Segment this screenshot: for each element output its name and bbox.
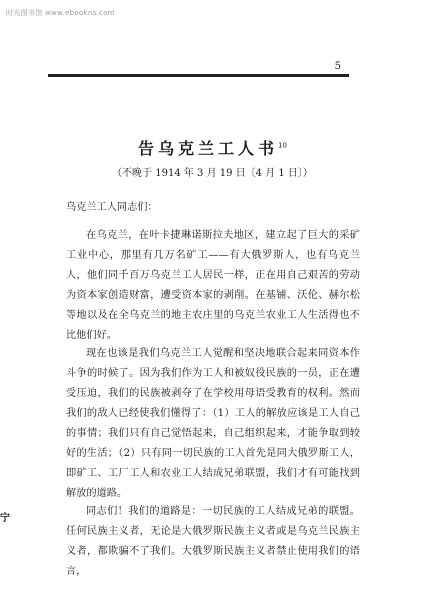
page-number: 5: [334, 61, 341, 72]
footnote-ref: 10: [278, 141, 287, 150]
paragraph-1: 在乌克兰，在叶卡捷琳诺斯拉夫地区，建立起了巨大的采矿工业中心，那里有几万名矿工——有大俄罗斯人，也有乌克兰人，他们同千百万乌克兰工人居民一样，正在用自己艰苦的劳动为资本家创造财富，遭受资本家的剥削。在基铺、沃伦、赫尔松等地以及在全乌克兰的地主农庄里的乌克兰农业工人生活得也不比他们好。: [66, 230, 360, 341]
edge-mark: 宁: [0, 513, 10, 524]
watermark: 时光图书馆 www.ebookns.com: [6, 9, 115, 17]
salutation: 乌克兰工人同志们：: [66, 202, 158, 213]
date-line: （不晚于 1914 年 3 月 19 日〔4 月 1 日〕）: [112, 168, 313, 179]
header-rule: [48, 74, 349, 77]
title-text: 告乌克兰工人书: [138, 139, 279, 158]
paragraph-3: 同志们！我们的道路是：一切民族的工人结成兄弟的联盟。任何民族主义者，无论是大俄罗斯民族主义者或是乌克兰民族主义者，都欺骗不了我们。大俄罗斯民族主义者禁止使用我们的语言，: [66, 506, 360, 577]
document-title: [0, 136, 425, 159]
paragraph-2: 现在也该是我们乌克兰工人觉醒和坚决地联合起来同资本作斗争的时候了。因为我们作为工人和被奴役民族的一员，正在遭受压迫，我们的民族被剥夺了在学校用母语受教育的权利。然而我们的敌人已经使我们懂得了：（1）工人的解放应该是工人自己的事情；我们只有自己觉悟起来，自己组织起来，才能争取到较好的生活；（2）只有同一切民族的工人首先是同大俄罗斯工人，即矿工、工厂工人和农业工人结成兄弟联盟，我们才有可能找到解放的道路。: [66, 348, 360, 499]
